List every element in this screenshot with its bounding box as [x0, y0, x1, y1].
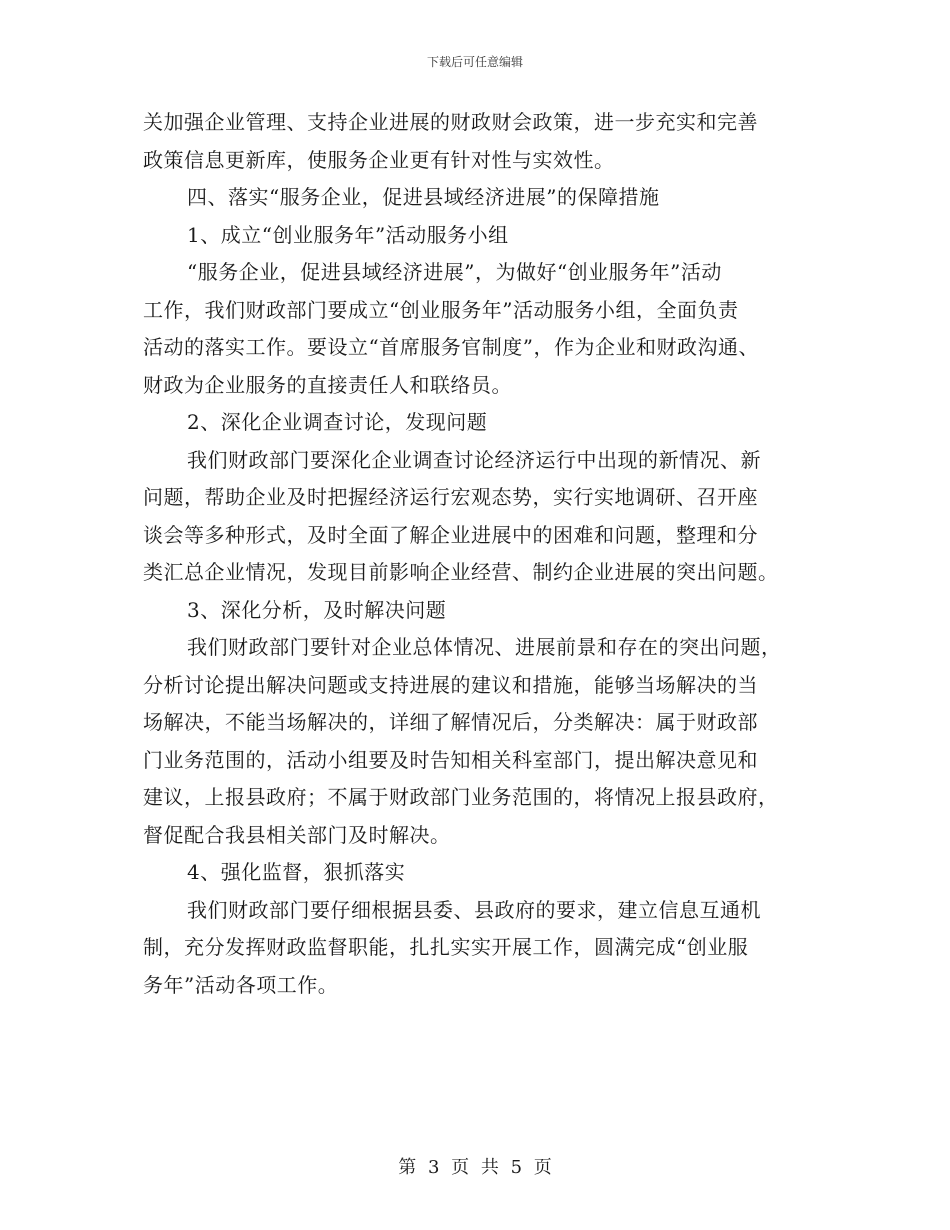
paragraph-line: 政策信息更新库，使服务企业更有针对性与实效性。 [143, 147, 615, 172]
paragraph-line: 建议，上报县政府；不属于财政部门业务范围的，将情况上报县政府， [143, 785, 779, 809]
paragraph-line: 工作，我们财政部门要成立“创业服务年”活动服务小组，全面负责 [143, 297, 739, 322]
document-body [143, 104, 806, 1004]
subsection-heading: 1、成立“创业服务年”活动服务小组 [187, 222, 509, 247]
page-footer: 第 3 页 共 5 页 [398, 1157, 552, 1178]
paragraph-line: 类汇总企业情况，发现目前影响企业经营、制约企业进展的突出问题。 [143, 560, 779, 584]
paragraph-line: 我们财政部门要针对企业总体情况、进展前景和存在的突出问题， [187, 635, 782, 659]
paragraph-line: 关加强企业管理、支持企业进展的财政财会政策，进一步充实和完善 [143, 110, 758, 134]
subsection-heading: 4、强化监督，狠抓落实 [187, 860, 406, 884]
subsection-heading: 2、深化企业调查讨论，发现问题 [187, 410, 488, 434]
paragraph-line: 督促配合我县相关部门及时解决。 [143, 822, 451, 847]
paragraph-line: 场解决，不能当场解决的，详细了解情况后，分类解决：属于财政部 [143, 710, 758, 734]
paragraph-line: 谈会等多种形式，及时全面了解企业进展中的困难和问题，整理和分 [143, 522, 758, 547]
paragraph-line: 务年”活动各项工作。 [143, 972, 339, 997]
paragraph-line: 财政为企业服务的直接责任人和联络员。 [143, 372, 512, 397]
paragraph-line: 我们财政部门要深化企业调查讨论经济运行中出现的新情况、新 [187, 447, 761, 472]
paragraph-line: 活动的落实工作。要设立“首席服务官制度”，作为企业和财政沟通、 [143, 335, 759, 359]
section-heading: 四、落实“服务企业，促进县域经济进展”的保障措施 [187, 185, 660, 209]
paragraph-line: “服务企业，促进县域经济进展”，为做好“创业服务年”活动 [187, 260, 722, 284]
paragraph-line: 我们财政部门要仔细根据县委、县政府的要求，建立信息互通机 [187, 897, 761, 922]
paragraph-line: 制，充分发挥财政监督职能，扎扎实实开展工作，圆满完成“创业服 [143, 935, 749, 959]
page-header: 下载后可任意编辑 [426, 55, 523, 69]
paragraph-line: 门业务范围的，活动小组要及时告知相关科室部门，提出解决意见和 [143, 747, 758, 772]
subsection-heading: 3、深化分析，及时解决问题 [187, 597, 447, 622]
paragraph-line: 分析讨论提出解决问题或支持进展的建议和措施，能够当场解决的当 [143, 672, 758, 697]
paragraph-line: 问题，帮助企业及时把握经济运行宏观态势，实行实地调研、召开座 [143, 485, 758, 509]
